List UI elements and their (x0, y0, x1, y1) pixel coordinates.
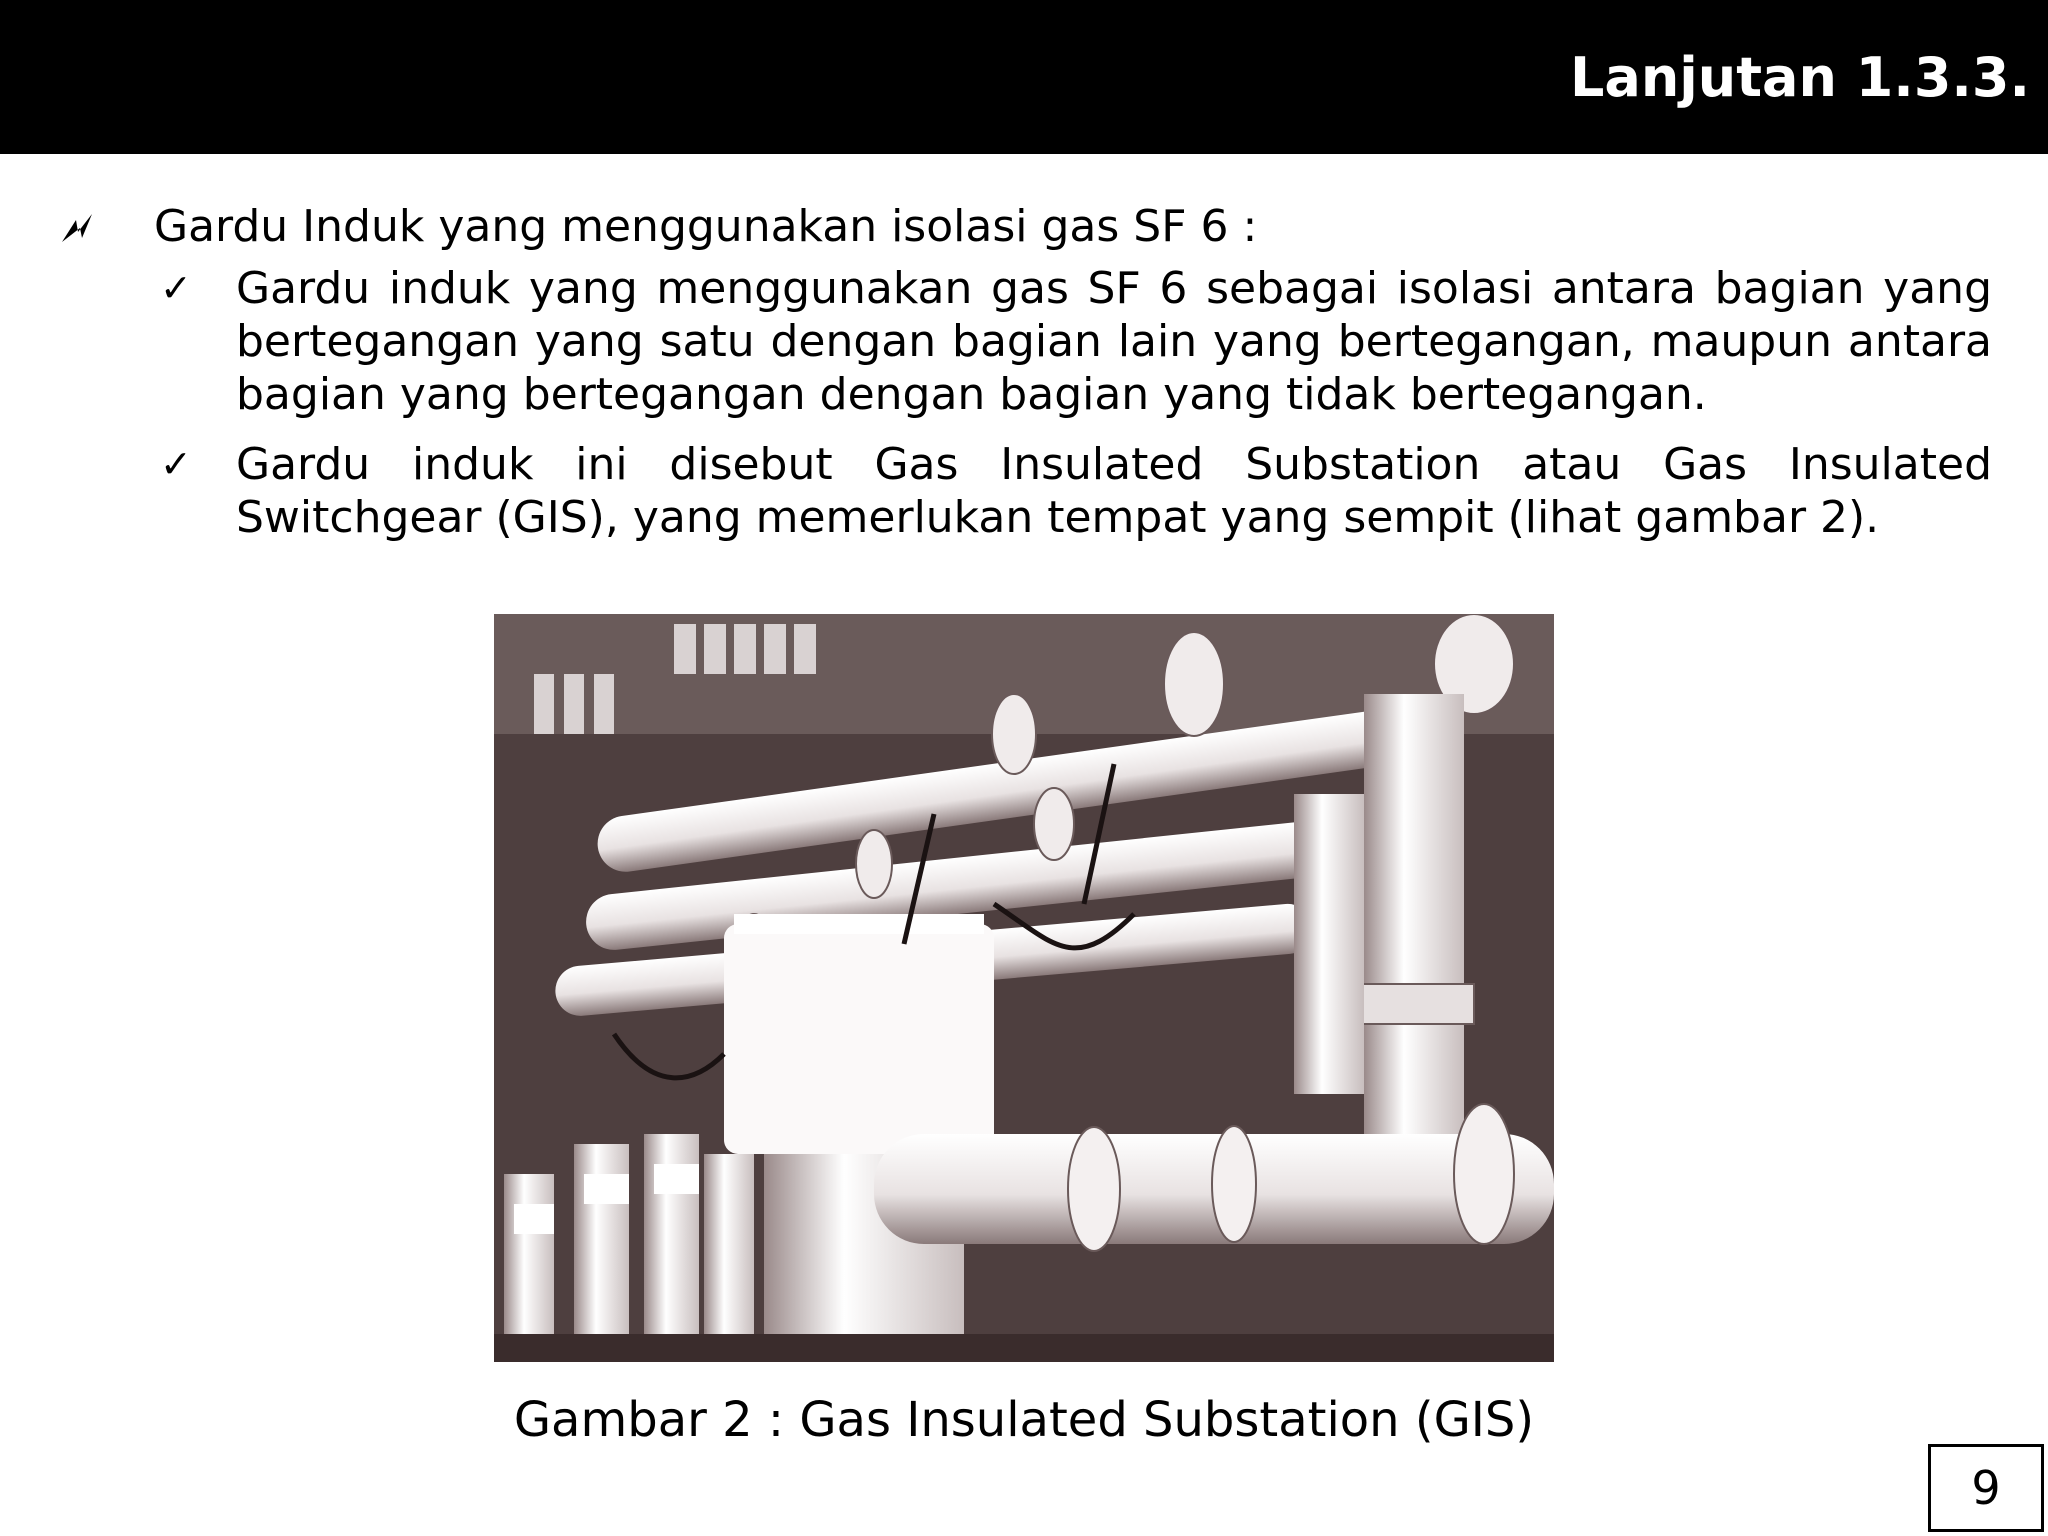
gis-photo (494, 614, 1554, 1362)
slide-title: Lanjutan 1.3.3. (1569, 46, 2030, 109)
page-number: 9 (1928, 1444, 2044, 1532)
gis-equipment-illustration (494, 614, 1554, 1362)
lightning-bullet-icon (58, 208, 98, 248)
header-bar (0, 0, 2048, 154)
check-icon: ✓ (160, 266, 192, 310)
check-icon: ✓ (160, 442, 192, 486)
main-bullet-text: Gardu Induk yang menggunakan isolasi gas SF 6 : (154, 201, 1258, 252)
figure-caption: Gambar 2 : Gas Insulated Substation (GIS) (513, 1392, 1535, 1448)
sub-bullet-text: Gardu induk yang menggunakan gas SF 6 sebagai isolasi antara bagian yang bertegangan yang satu dengan bagian lain yang bertegangan, maupun antara bagian yang bertegangan dengan bagian yang tidak bertegangan. (236, 263, 1992, 420)
sub-bullet-text: Gardu induk ini disebut Gas Insulated Substation atau Gas Insulated Switchgear (GIS), yang memerlukan tempat yang sempit (lihat gambar 2). (236, 439, 1992, 543)
